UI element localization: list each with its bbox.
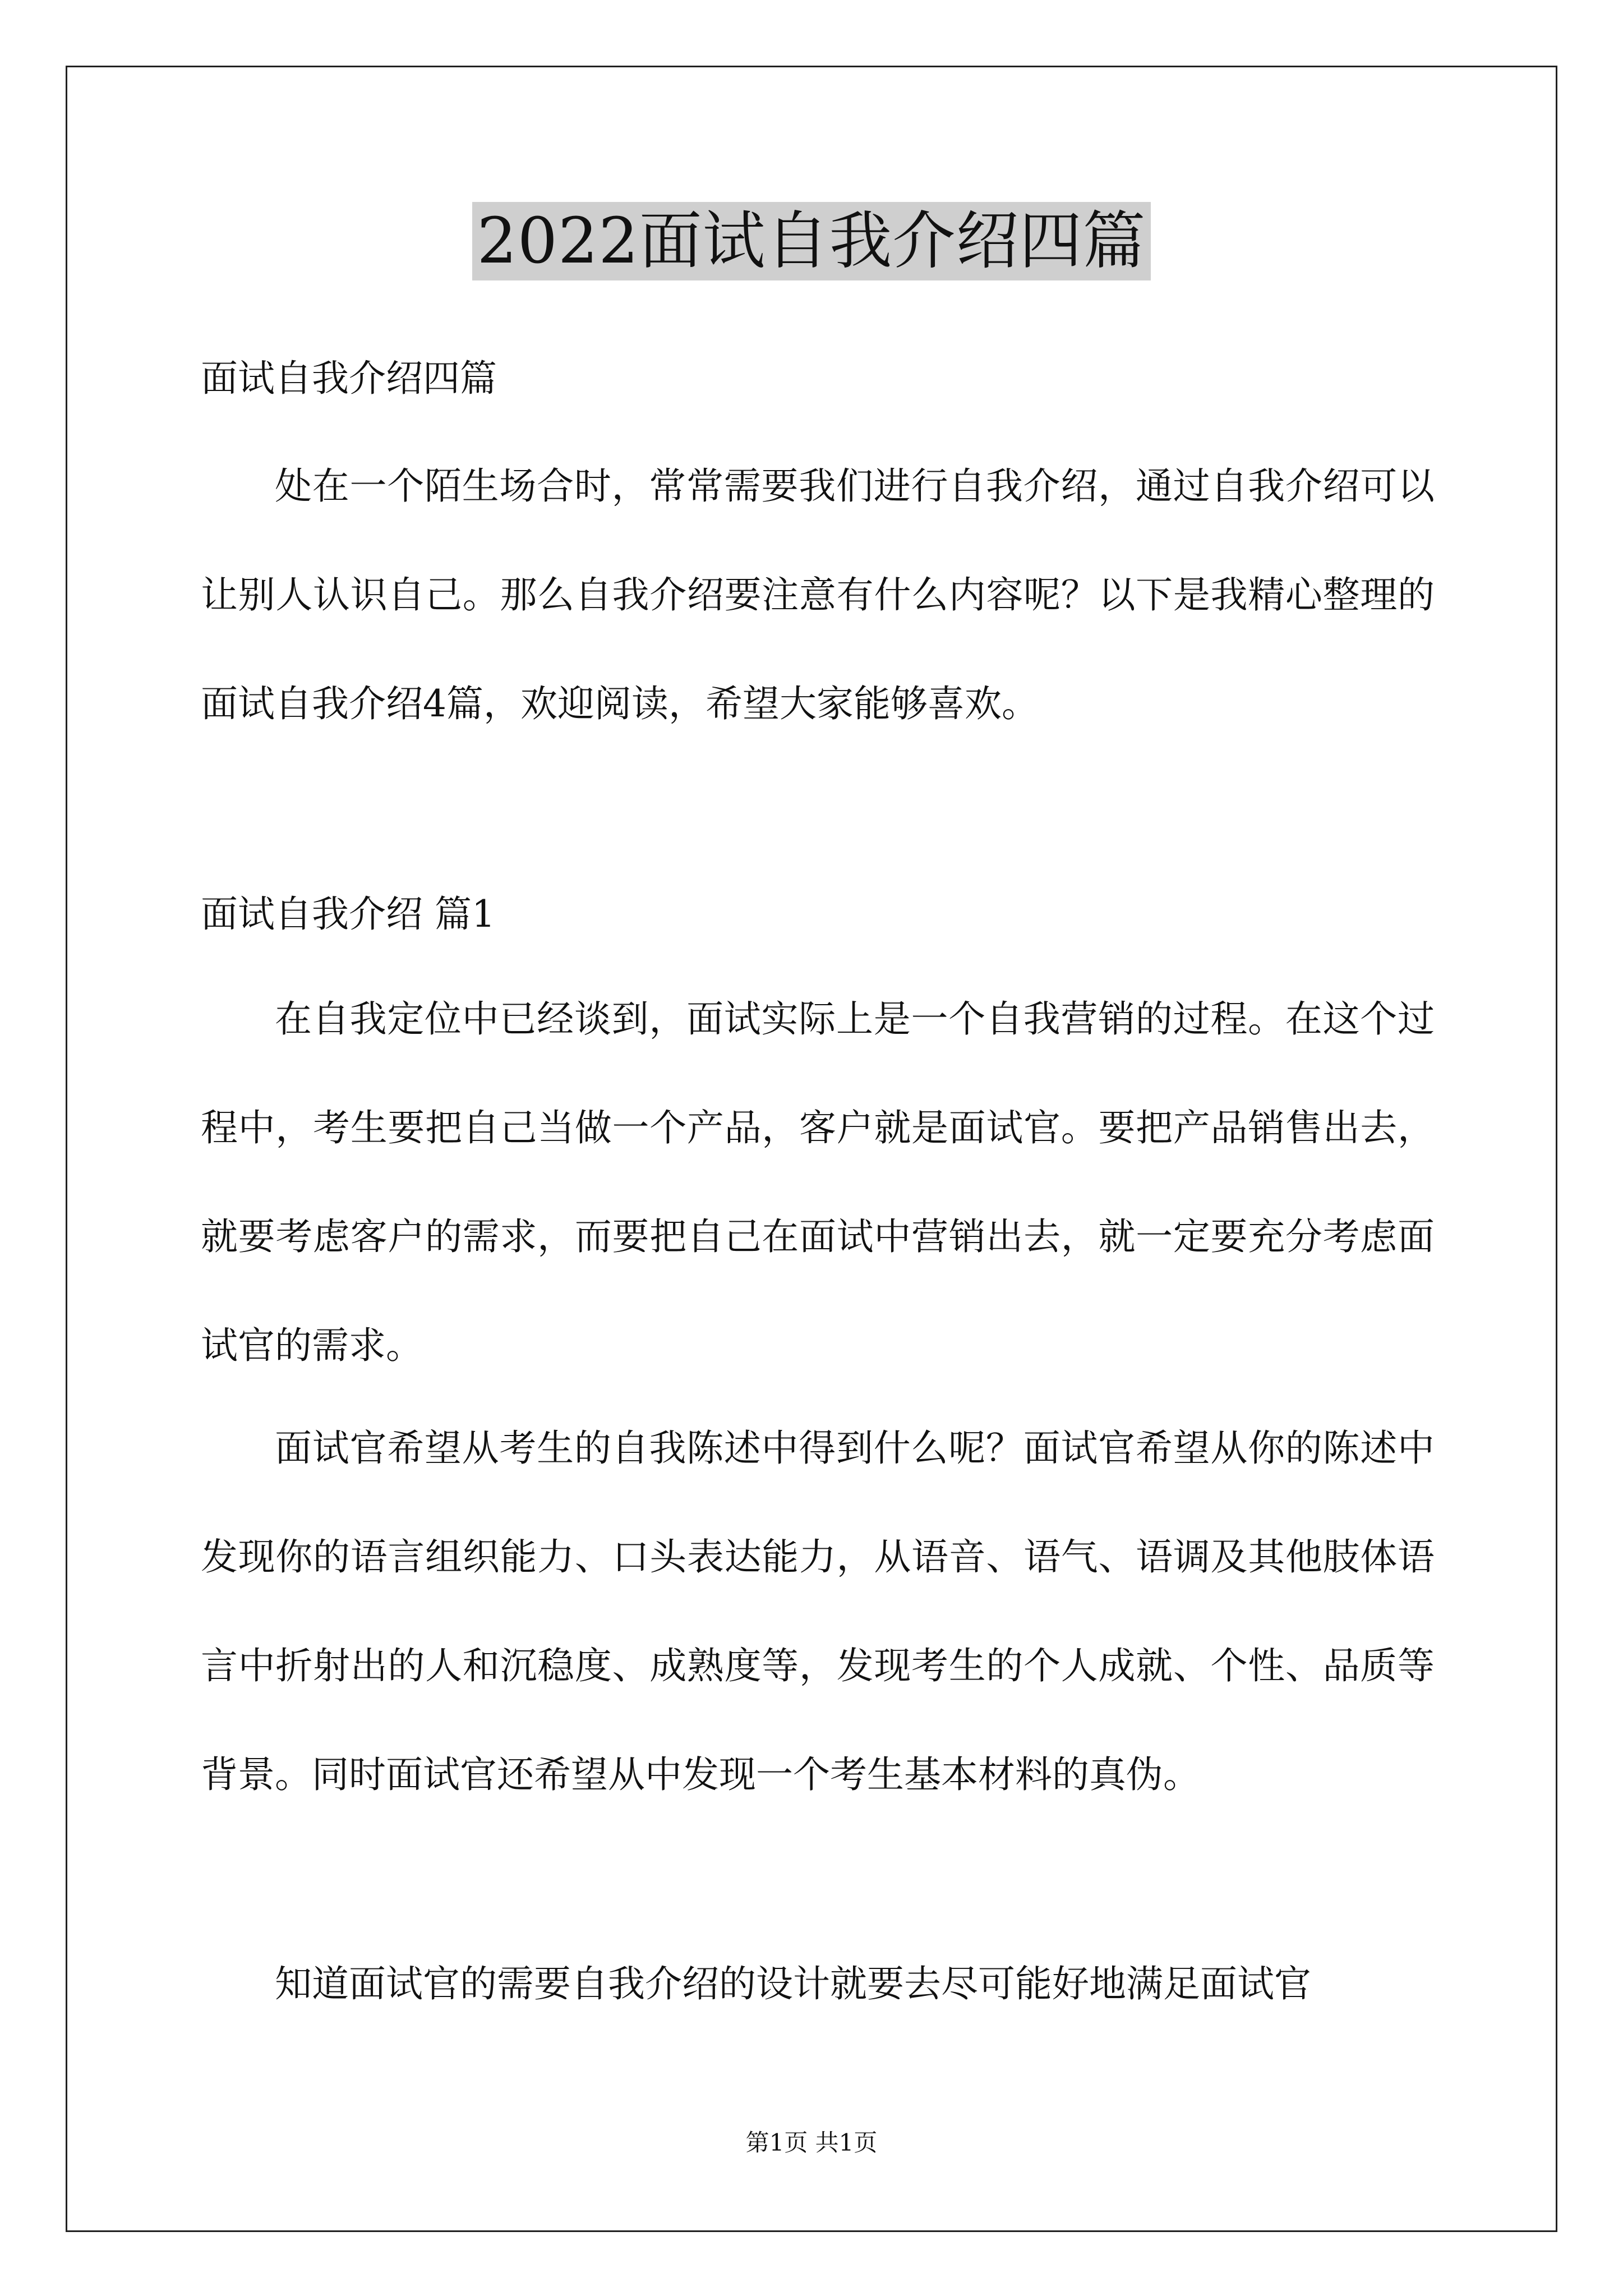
body-paragraph: 知道面试官的需要自我介绍的设计就要去尽可能好地满足面试官 <box>275 1962 1311 2005</box>
page-footer: 第1页 共1页 <box>745 2129 878 2156</box>
section-heading: 面试自我介绍 篇1 <box>201 892 495 936</box>
title-container <box>0 202 1623 280</box>
document-title: 2022面试自我介绍四篇 <box>472 202 1150 280</box>
body-paragraph: 面试官希望从考生的自我陈述中得到什么呢？面试官希望从你的陈述中发现你的语言组织能力、口头表达能力，从语音、语气、语调及其他肢体语言中折射出的人和沉稳度、成熟度等，发现考生的个人成就、个性、品质等背景。同时面试官还希望从中发现一个考生基本材料的真伪。 <box>201 1427 1435 1796</box>
document-subtitle: 面试自我介绍四篇 <box>201 357 497 400</box>
body-paragraph: 在自我定位中已经谈到，面试实际上是一个自我营销的过程。在这个过程中，考生要把自己当做一个产品，客户就是面试官。要把产品销售出去，就要考虑客户的需求，而要把自己在面试中营销出去，就一定要充分考虑面试官的需求。 <box>201 997 1435 1367</box>
intro-paragraph: 处在一个陌生场合时，常常需要我们进行自我介绍，通过自我介绍可以让别人认识自己。那么自我介绍要注意有什么内容呢？以下是我精心整理的面试自我介绍4篇，欢迎阅读，希望大家能够喜欢。 <box>201 464 1435 725</box>
